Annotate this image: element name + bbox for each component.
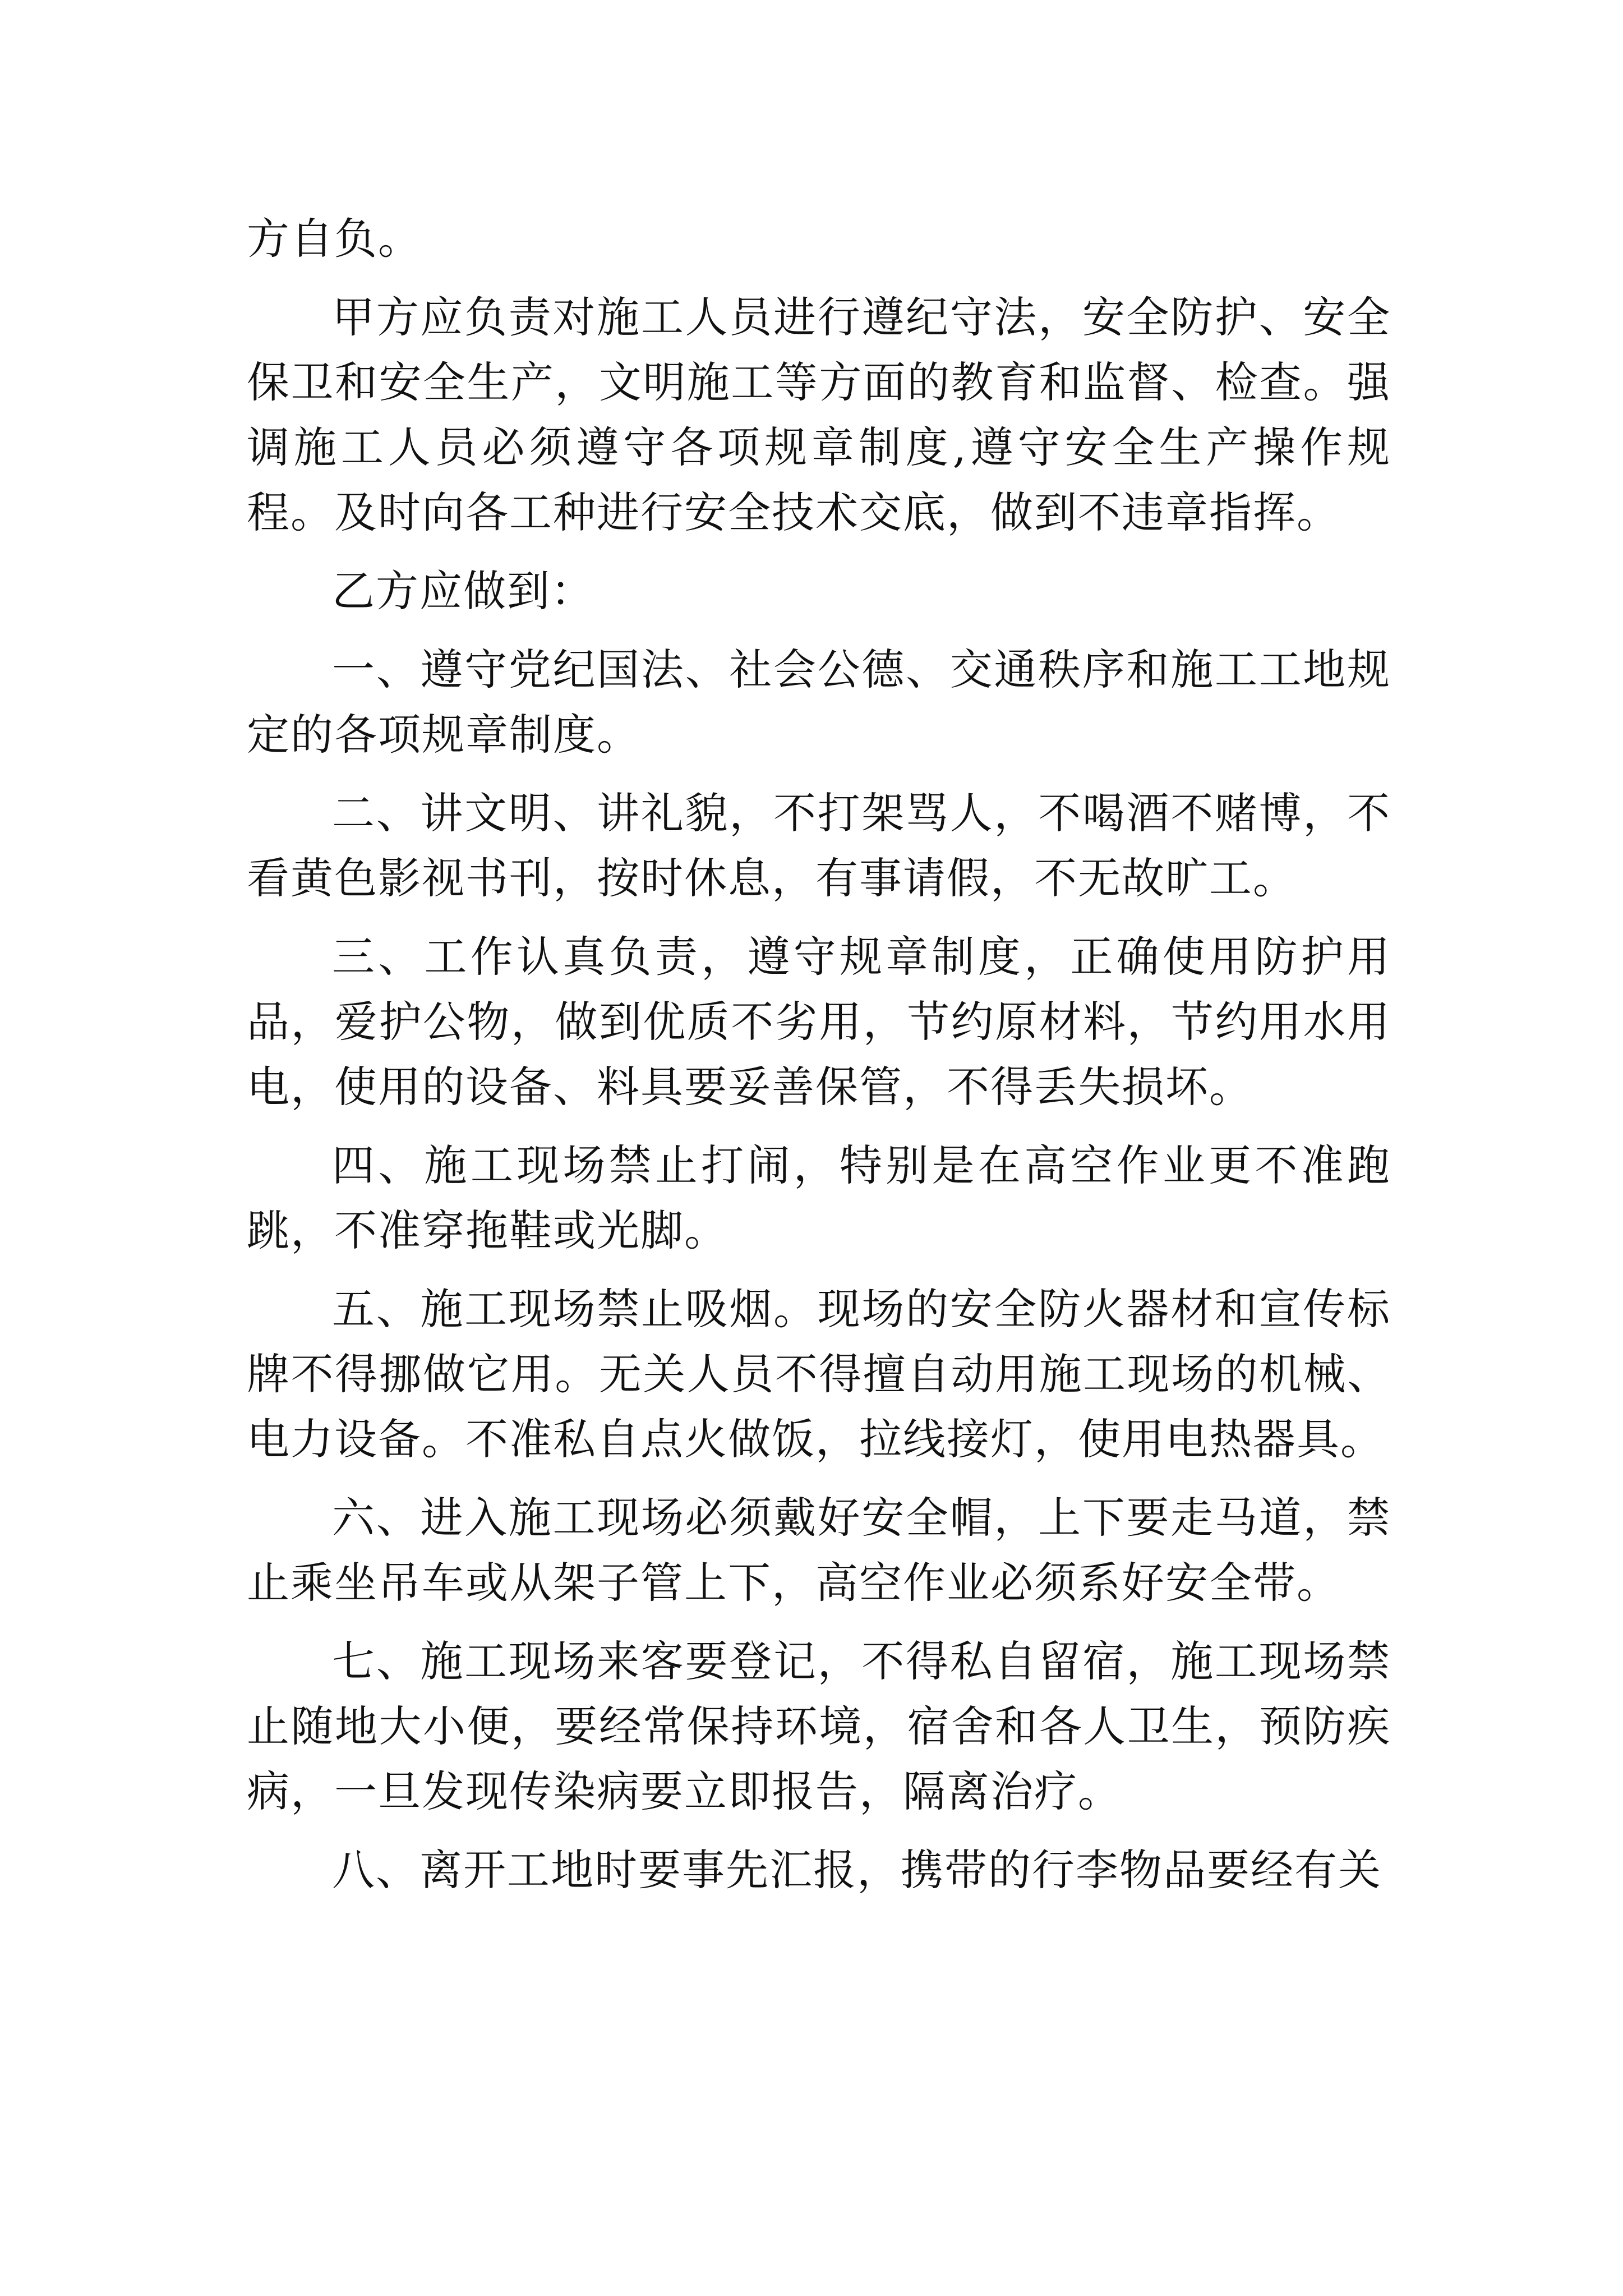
paragraph-rule-6: 六、进入施工现场必须戴好安全帽，上下要走马道，禁止乘坐吊车或从架子管上下，高空作业必须系好安全带。 xyxy=(247,1493,1391,1608)
paragraph-rule-5: 五、施工现场禁止吸烟。现场的安全防火器材和宣传标牌不得挪做它用。无关人员不得擅自动用施工现场的机械、电力设备。不准私自点火做饭，拉线接灯，使用电热器具。 xyxy=(247,1284,1391,1464)
paragraph-rule-7: 七、施工现场来客要登记，不得私自留宿，施工现场禁止随地大小便，要经常保持环境，宿舍和各人卫生，预防疾病，一旦发现传染病要立即报告，隔离治疗。 xyxy=(247,1636,1391,1816)
paragraph-party-a-duties: 甲方应负责对施工人员进行遵纪守法，安全防护、安全保卫和安全生产，文明施工等方面的教育和监督、检查。强调施工人员必须遵守各项规章制度,遵守安全生产操作规程。及时向各工种进行安全技术交底，做到不违章指挥。 xyxy=(247,292,1391,537)
paragraph-continuation: 方自负。 xyxy=(247,214,422,264)
paragraph-rule-2: 二、讲文明、讲礼貌，不打架骂人，不喝酒不赌博，不看黄色影视书刊，按时休息，有事请假，不无故旷工。 xyxy=(247,788,1391,903)
paragraph-rule-8: 八、离开工地时要事先汇报，携带的行李物品要经有关 xyxy=(332,1845,1382,1895)
paragraph-rule-4: 四、施工现场禁止打闹，特别是在高空作业更不准跑跳，不准穿拖鞋或光脚。 xyxy=(247,1140,1391,1255)
paragraph-rule-1: 一、遵守党纪国法、社会公德、交通秩序和施工工地规定的各项规章制度。 xyxy=(247,645,1391,760)
paragraph-rule-3: 三、工作认真负责，遵守规章制度，正确使用防护用品，爱护公物，做到优质不劣用，节约原材料，节约用水用电，使用的设备、料具要妥善保管，不得丢失损坏。 xyxy=(247,932,1391,1112)
paragraph-party-b-intro: 乙方应做到： xyxy=(332,566,594,616)
document-body xyxy=(247,206,1391,1916)
